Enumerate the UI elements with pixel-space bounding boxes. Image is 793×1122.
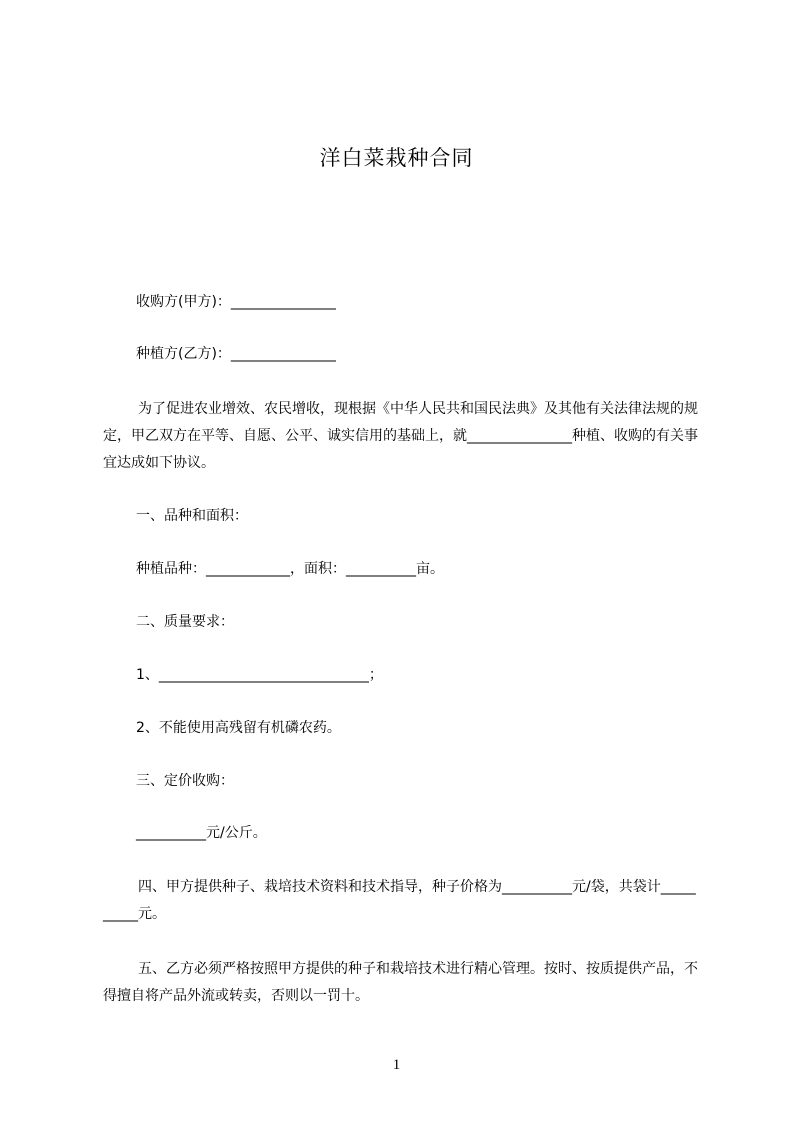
preamble-paragraph: 为了促进农业增效、农民增收，现根据《中华人民共和国民法典》及其他有关法律法规的规定，甲乙双方在平等、自愿、公平、诚实信用的基础上，就_______________种植、收购的有关事宜达成如下协议。 (103, 401, 698, 471)
section-5-paragraph: 五、乙方必须严格按照甲方提供的种子和栽培技术进行精心管理。按时、按质提供产品，不得擅自将产品外流或转卖，否则以一罚十。 (103, 961, 698, 1004)
section-2-item-2: 2、不能使用高残留有机磷农药。 (136, 720, 341, 736)
section-1-heading: 一、品种和面积： (136, 508, 248, 524)
section-2-item-1: 1、______________________________； (136, 667, 383, 683)
section-3-price-line: __________元/公斤。 (136, 825, 267, 841)
section-2-heading: 二、质量要求： (136, 614, 234, 630)
document-title: 洋白菜栽种合同 (319, 146, 474, 170)
party-a-line: 收购方(甲方)：_______________ (136, 294, 336, 310)
section-4-paragraph: 四、甲方提供种子、栽培技术资料和技术指导，种子价格为__________元/袋，共袋计__________元。 (103, 879, 696, 922)
page-number: 1 (392, 1057, 401, 1073)
section-1-variety-area: 种植品种：____________，面积：__________亩。 (136, 561, 444, 577)
party-b-line: 种植方(乙方)：_______________ (136, 346, 336, 362)
section-3-heading: 三、定价收购： (136, 773, 234, 789)
